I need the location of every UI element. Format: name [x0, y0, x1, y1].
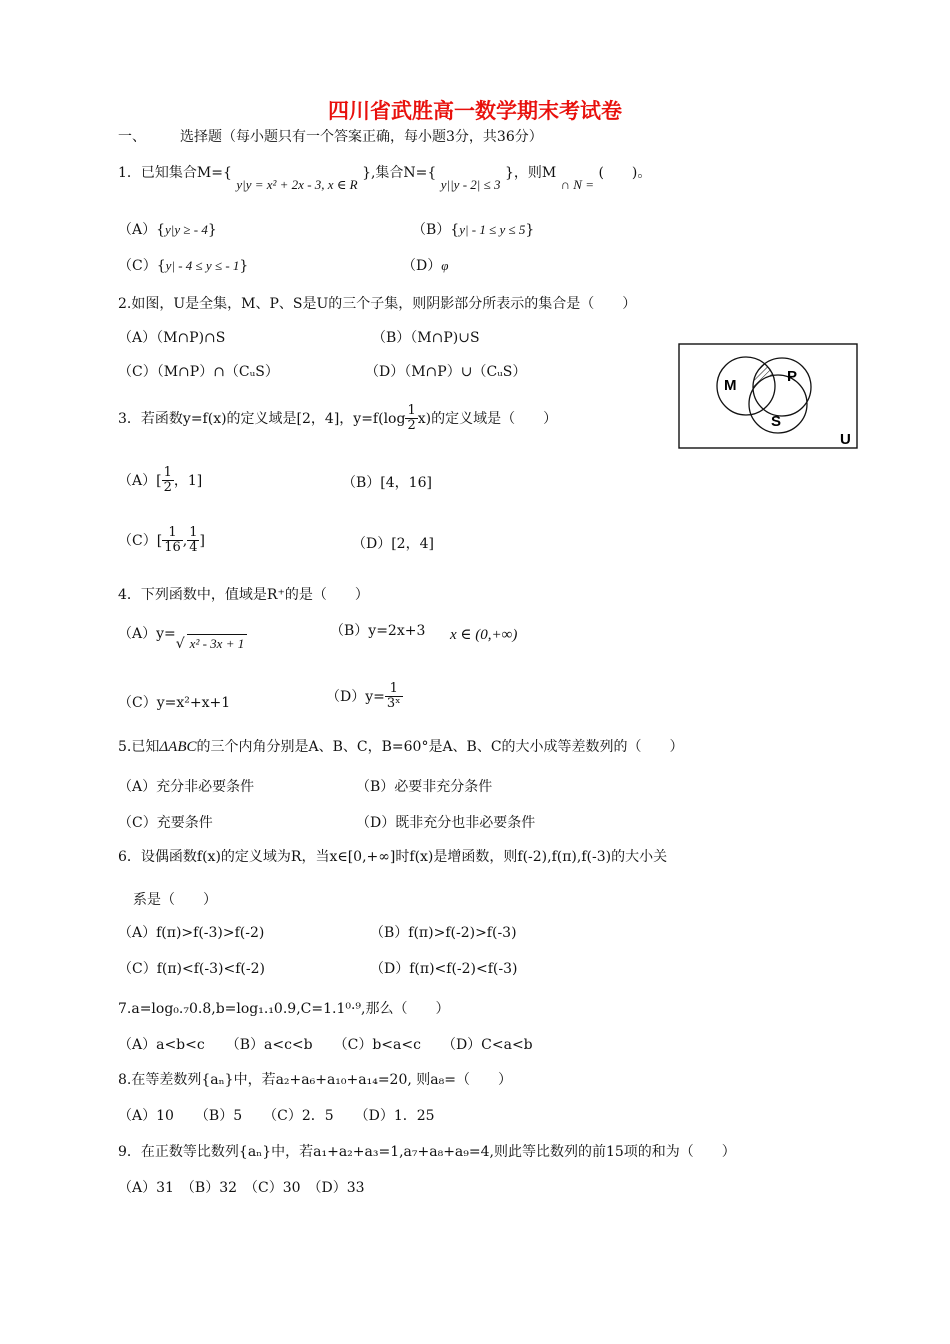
- section-number: 一、: [118, 129, 146, 145]
- q3-option-d: （D）[2，4]: [352, 536, 434, 552]
- q2-option-c: （C）（M∩P）∩（CᵤS）: [118, 364, 279, 380]
- set-n-expression: y||y - 2| ≤ 3: [440, 177, 501, 192]
- q4-option-a: （A）y=√ x² - 3x + 1: [118, 624, 247, 645]
- venn-diagram: [678, 343, 858, 449]
- section-heading: 选择题（每小题只有一个答案正确，每小题3分，共36分）: [180, 129, 543, 145]
- q4-domain: x ∈ (0,+∞): [450, 627, 518, 643]
- q1-option-a: （A）{y|y ≥ - 4}: [118, 222, 217, 238]
- q1-option-b: （B）{y| - 1 ≤ y ≤ 5}: [412, 222, 535, 238]
- q5-option-d: （D）既非充分也非必要条件: [356, 815, 536, 831]
- q5-option-b: （B）必要非充分条件: [356, 779, 493, 795]
- q4-option-b: （B）y=2x+3: [330, 623, 426, 639]
- q4-option-c: （C）y=x²+x+1: [118, 695, 231, 711]
- question-8-stem: 8.在等差数列{aₙ}中，若a₂+a₆+a₁₀+a₁₄=20, 则a₈=（ ）: [118, 1072, 512, 1088]
- q3-option-b: （B）[4，16]: [342, 475, 432, 491]
- q5-option-c: （C）充要条件: [118, 815, 213, 831]
- question-9-stem: 9．在正数等比数列{aₙ}中，若a₁+a₂+a₃=1,a₇+a₈+a₉=4,则此等比数列的前15项的和为（ ）: [118, 1144, 736, 1160]
- q2-option-b: （B）（M∩P)∪S: [372, 330, 480, 346]
- q6-option-c: （C）f(π)<f(-3)<f(-2): [118, 961, 265, 977]
- set-m-expression: y|y = x² + 2x - 3, x ∈ R: [236, 177, 358, 192]
- label-u: U: [840, 431, 851, 448]
- q3-option-a: （A）[ $\frac{1}{2}$ ，1]: [118, 465, 203, 496]
- universe-box: [679, 344, 857, 448]
- log-base-fraction: $\frac{1}{2}$: [407, 403, 416, 434]
- q6-option-b: （B）f(π)>f(-2)>f(-3): [370, 925, 517, 941]
- q6-option-a: （A）f(π)>f(-3)>f(-2): [118, 925, 265, 941]
- q4-option-d: （D）y= $\frac{1}{\text{3ˣ}}$: [326, 681, 401, 712]
- question-2-stem: 2.如图，U是全集，M、P、S是U的三个子集，则阴影部分所表示的集合是（ ）: [118, 296, 637, 312]
- label-p: P: [787, 368, 798, 385]
- q8-options: （A）10 （B）5 （C）2．5 （D）1．25: [118, 1108, 435, 1124]
- question-4-stem: 4．下列函数中，值域是R⁺的是（ ）: [118, 587, 369, 603]
- q6-option-d: （D）f(π)<f(-2)<f(-3): [370, 961, 518, 977]
- label-s: S: [771, 413, 782, 430]
- label-m: M: [724, 377, 737, 394]
- q3-option-c: （C）[ $\frac{1}{16}$ , $\frac{1}{4}$ ]: [118, 525, 205, 556]
- question-6-stem-cont: 系是（ ）: [133, 892, 217, 908]
- q7-options: （A）a<b<c （B）a<c<b （C）b<a<c （D）C<a<b: [118, 1037, 533, 1053]
- question-5-stem: 5.已知ΔABC的三个内角分别是A、B、C，B=60°是A、B、C的大小成等差数列的（ ）: [118, 739, 684, 755]
- question-6-stem: 6．设偶函数f(x)的定义域为R，当x∈[0,+∞]时f(x)是增函数，则f(-2),f(π),f(-3)的大小关: [118, 849, 668, 865]
- question-1-stem: 1．已知集合M={ y|y = x² + 2x - 3, x ∈ R },集合N={ y||y - 2| ≤ 3 }，则M ∩ N = ( )。: [118, 165, 652, 192]
- q1-option-c: （C）{y| - 4 ≤ y ≤ - 1}: [118, 258, 249, 274]
- q2-option-a: （A）（M∩P)∩S: [118, 330, 226, 346]
- q9-options: （A）31 （B）32 （C）30 （D）33: [118, 1180, 365, 1196]
- q2-option-d: （D）（M∩P）∪（CᵤS）: [365, 364, 527, 380]
- page-title: 四川省武胜高一数学期末考试卷: [328, 98, 622, 123]
- q5-option-a: （A）充分非必要条件: [118, 779, 255, 795]
- q1-option-d: （D）φ: [402, 258, 449, 274]
- question-7-stem: 7.a=log₀.₇0.8,b=log₁.₁0.9,C=1.1⁰·⁹,那么（ ）: [118, 1001, 450, 1017]
- question-3-stem: 3．若函数y=f(x)的定义域是[2，4]，y=f(log $\frac{1}{2}$ x)的定义域是（ ）: [118, 403, 558, 434]
